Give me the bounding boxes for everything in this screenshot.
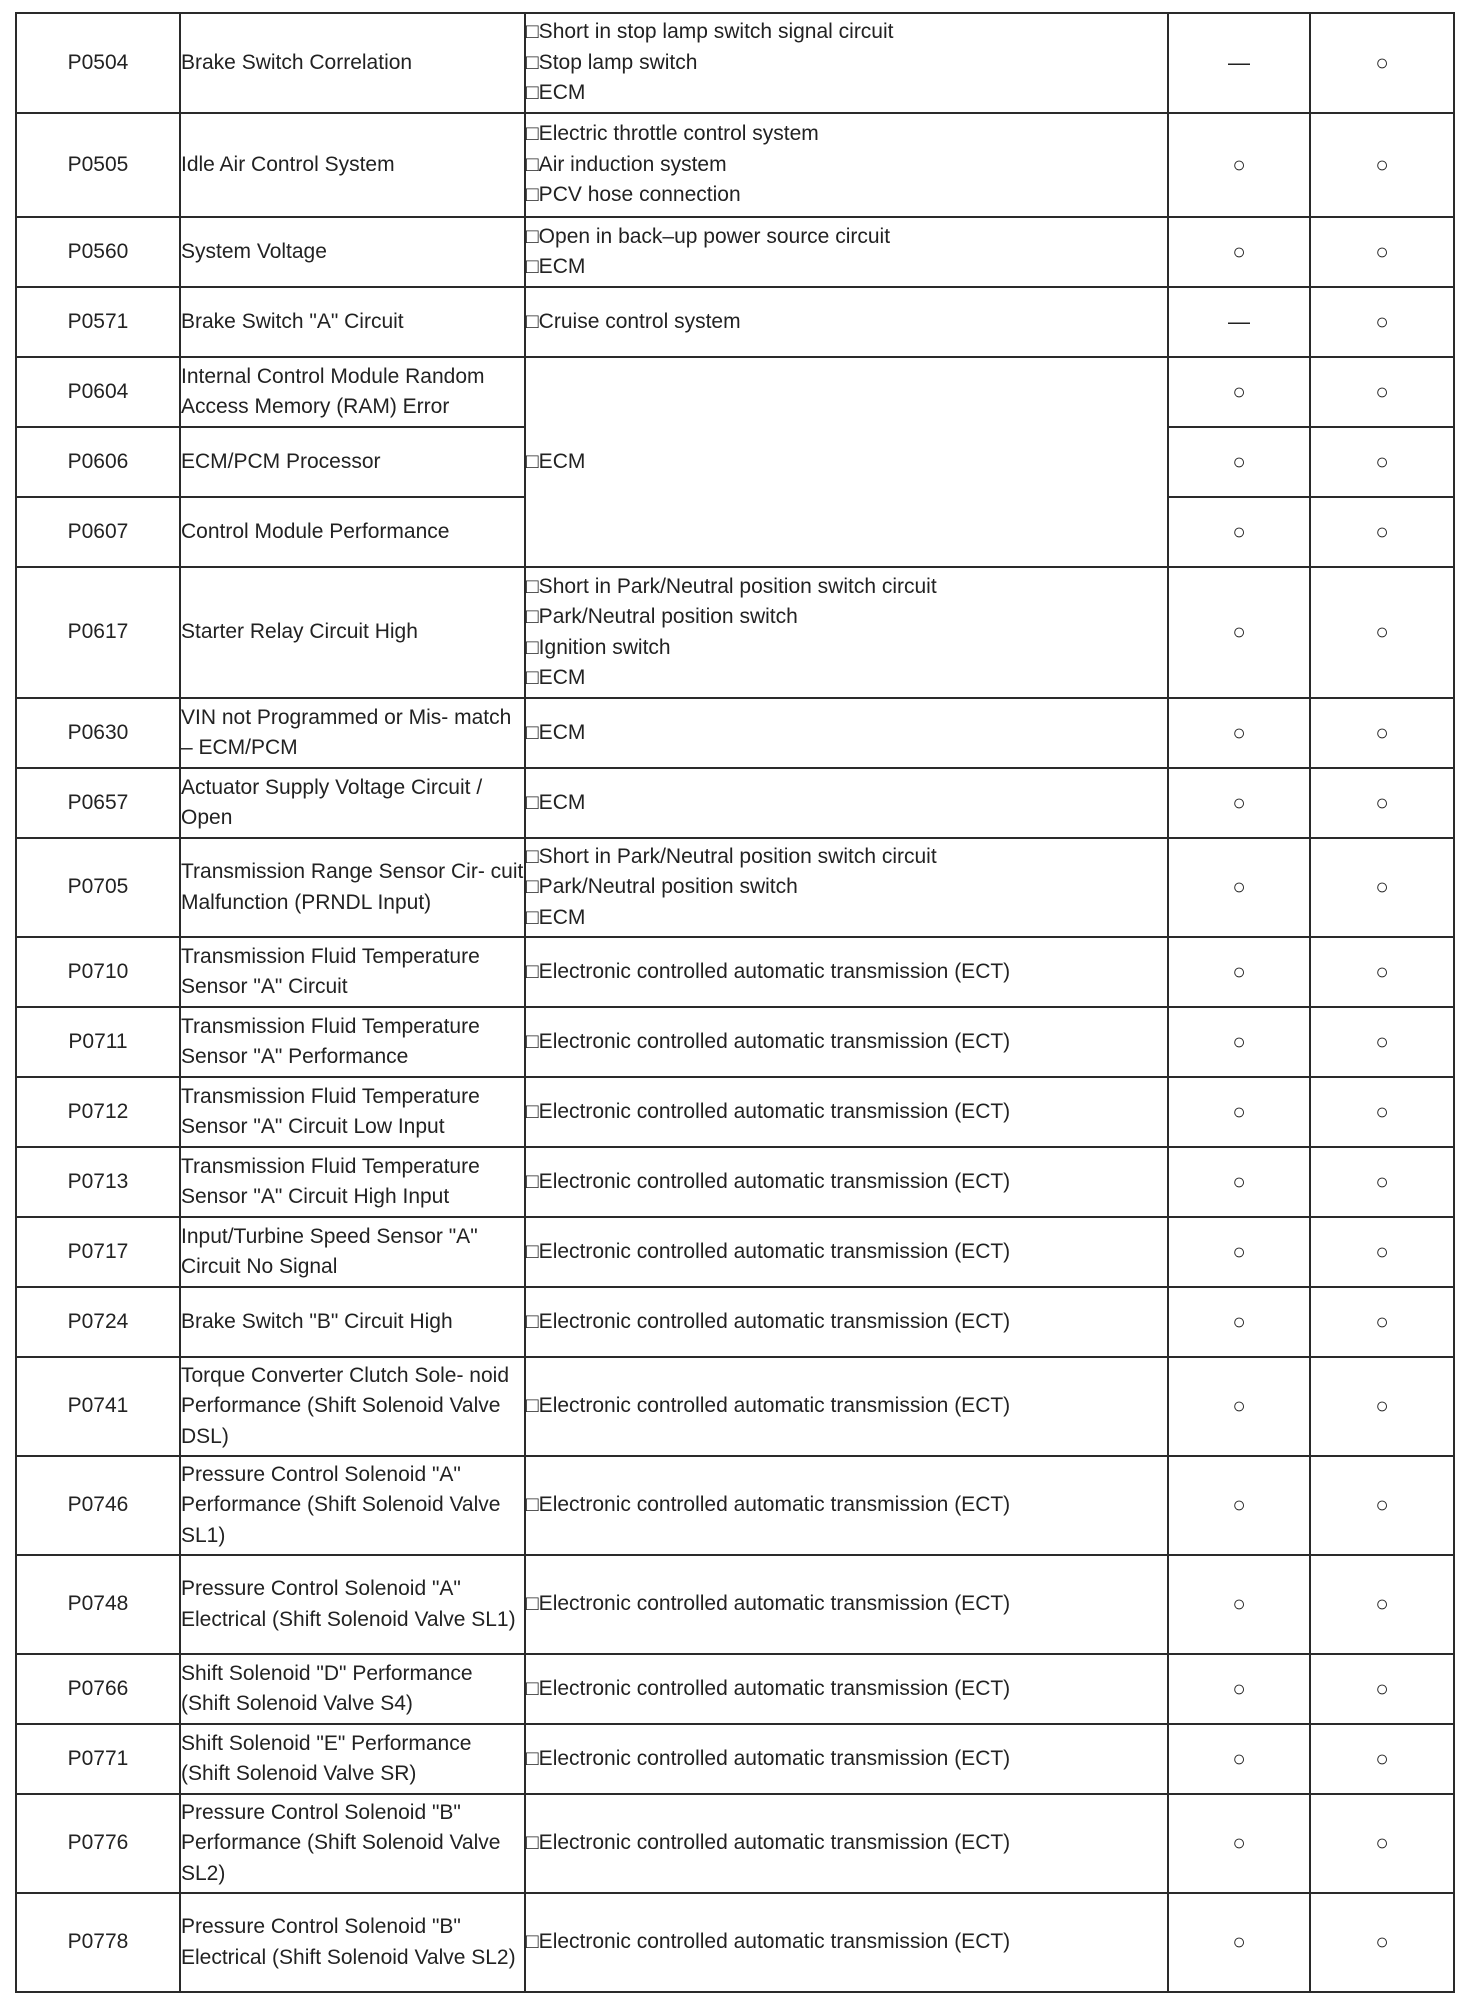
detection-item: Brake Switch "A" Circuit	[180, 287, 525, 357]
trouble-area-item: □Electronic controlled automatic transmission (ECT)	[526, 1676, 1011, 1700]
table-row	[16, 1555, 1454, 1654]
dtc-code: P0771	[16, 1724, 180, 1794]
table-row	[16, 217, 1454, 287]
dtc-table	[15, 12, 1455, 1993]
mil-indicator: ○	[1168, 1724, 1310, 1794]
trouble-area-item: □ECM	[526, 790, 586, 814]
mil-indicator: —	[1168, 287, 1310, 357]
dtc-code: P0724	[16, 1287, 180, 1357]
mil-indicator: ○	[1168, 217, 1310, 287]
trouble-area-item: □Air induction system	[526, 152, 727, 176]
dtc-code: P0712	[16, 1077, 180, 1147]
mil-indicator: ○	[1168, 1217, 1310, 1287]
detection-item: VIN not Programmed or Mis- match – ECM/PCM	[180, 698, 525, 768]
trouble-area-item: □Open in back–up power source circuit	[526, 224, 891, 248]
mil-indicator: ○	[1168, 1147, 1310, 1217]
trouble-area-item: □Electronic controlled automatic transmission (ECT)	[526, 1169, 1011, 1193]
trouble-area-item: □Electronic controlled automatic transmission (ECT)	[526, 1746, 1011, 1770]
mil-indicator: ○	[1168, 838, 1310, 937]
trouble-area	[525, 1077, 1168, 1147]
trouble-area	[525, 1893, 1168, 1992]
mil-indicator: ○	[1168, 768, 1310, 838]
dtc-code: P0504	[16, 13, 180, 113]
memory-indicator: ○	[1310, 1555, 1454, 1654]
trouble-area-item: □Electronic controlled automatic transmission (ECT)	[526, 1309, 1011, 1333]
detection-item: Transmission Fluid Temperature Sensor "A" Performance	[180, 1007, 525, 1077]
mil-indicator: ○	[1168, 1456, 1310, 1555]
mil-indicator: ○	[1168, 1893, 1310, 1992]
dtc-code: P0766	[16, 1654, 180, 1724]
memory-indicator: ○	[1310, 1147, 1454, 1217]
trouble-area-item: □ECM	[526, 666, 586, 689]
dtc-code: P0741	[16, 1357, 180, 1456]
table-row	[16, 357, 1454, 427]
mil-indicator: ○	[1168, 1357, 1310, 1456]
detection-item: Pressure Control Solenoid "A" Performance (Shift Solenoid Valve SL1)	[180, 1456, 525, 1555]
dtc-code: P0711	[16, 1007, 180, 1077]
memory-indicator: ○	[1310, 1287, 1454, 1357]
dtc-code: P0717	[16, 1217, 180, 1287]
trouble-area	[525, 287, 1168, 357]
memory-indicator: ○	[1310, 217, 1454, 287]
trouble-area	[525, 13, 1168, 113]
table-row	[16, 1456, 1454, 1555]
dtc-code: P0560	[16, 217, 180, 287]
trouble-area-item: □Electronic controlled automatic transmission (ECT)	[526, 1930, 1011, 1954]
table-row	[16, 698, 1454, 768]
table-row	[16, 1654, 1454, 1724]
table-row	[16, 937, 1454, 1007]
trouble-area	[525, 1357, 1168, 1456]
detection-item: Starter Relay Circuit High	[180, 567, 525, 698]
memory-indicator: ○	[1310, 698, 1454, 768]
trouble-area-item: □Electronic controlled automatic transmission (ECT)	[526, 1029, 1011, 1053]
trouble-area	[525, 698, 1168, 768]
table-row	[16, 1287, 1454, 1357]
mil-indicator: ○	[1168, 497, 1310, 567]
trouble-area	[525, 567, 1168, 698]
dtc-code: P0571	[16, 287, 180, 357]
table-row	[16, 768, 1454, 838]
memory-indicator: ○	[1310, 1007, 1454, 1077]
memory-indicator: ○	[1310, 1893, 1454, 1992]
trouble-area	[525, 937, 1168, 1007]
memory-indicator: ○	[1310, 838, 1454, 937]
memory-indicator: ○	[1310, 427, 1454, 497]
table-row	[16, 567, 1454, 698]
detection-item: Pressure Control Solenoid "B" Electrical (Shift Solenoid Valve SL2)	[180, 1893, 525, 1992]
memory-indicator: ○	[1310, 287, 1454, 357]
trouble-area-item: □Electronic controlled automatic transmission (ECT)	[526, 1493, 1011, 1517]
trouble-area-item: □Short in stop lamp switch signal circuit	[526, 20, 894, 44]
table-row	[16, 1893, 1454, 1992]
dtc-code: P0606	[16, 427, 180, 497]
memory-indicator: ○	[1310, 768, 1454, 838]
detection-item: System Voltage	[180, 217, 525, 287]
dtc-code: P0657	[16, 768, 180, 838]
memory-indicator: ○	[1310, 113, 1454, 217]
dtc-code: P0748	[16, 1555, 180, 1654]
trouble-area	[525, 1456, 1168, 1555]
trouble-area-item: □Electronic controlled automatic transmission (ECT)	[526, 1831, 1011, 1855]
dtc-table-body	[16, 13, 1454, 1992]
mil-indicator: ○	[1168, 1794, 1310, 1893]
table-row	[16, 1007, 1454, 1077]
dtc-code: P0505	[16, 113, 180, 217]
detection-item: Idle Air Control System	[180, 113, 525, 217]
mil-indicator: ○	[1168, 427, 1310, 497]
detection-item: Brake Switch "B" Circuit High	[180, 1287, 525, 1357]
detection-item: Transmission Fluid Temperature Sensor "A" Circuit Low Input	[180, 1077, 525, 1147]
mil-indicator: ○	[1168, 937, 1310, 1007]
detection-item: Transmission Fluid Temperature Sensor "A" Circuit	[180, 937, 525, 1007]
mil-indicator: ○	[1168, 698, 1310, 768]
trouble-area	[525, 1555, 1168, 1654]
trouble-area	[525, 838, 1168, 937]
trouble-area-item: □Ignition switch	[526, 635, 671, 659]
table-row	[16, 1724, 1454, 1794]
table-row	[16, 1077, 1454, 1147]
detection-item: Pressure Control Solenoid "B" Performance (Shift Solenoid Valve SL2)	[180, 1794, 525, 1893]
trouble-area-item: □ECM	[526, 905, 586, 929]
detection-item: Transmission Range Sensor Cir- cuit Malfunction (PRNDL Input)	[180, 838, 525, 937]
detection-item: ECM/PCM Processor	[180, 427, 525, 497]
detection-item: Torque Converter Clutch Sole- noid Performance (Shift Solenoid Valve DSL)	[180, 1357, 525, 1456]
memory-indicator: ○	[1310, 937, 1454, 1007]
trouble-area	[525, 1794, 1168, 1893]
trouble-area-item: □Electronic controlled automatic transmission (ECT)	[526, 1239, 1011, 1263]
trouble-area	[525, 1724, 1168, 1794]
table-row	[16, 838, 1454, 937]
trouble-area-item: □Electric throttle control system	[526, 122, 819, 146]
memory-indicator: ○	[1310, 1077, 1454, 1147]
detection-item: Shift Solenoid "D" Performance (Shift Solenoid Valve S4)	[180, 1654, 525, 1724]
trouble-area-item: □Park/Neutral position switch	[526, 875, 798, 899]
trouble-area	[525, 357, 1168, 567]
trouble-area-item: □Short in Park/Neutral position switch circuit	[526, 844, 937, 868]
dtc-code: P0710	[16, 937, 180, 1007]
table-row	[16, 287, 1454, 357]
trouble-area	[525, 1654, 1168, 1724]
trouble-area-item: □Park/Neutral position switch	[526, 605, 798, 628]
table-row	[16, 1357, 1454, 1456]
memory-indicator: ○	[1310, 567, 1454, 698]
memory-indicator: ○	[1310, 1794, 1454, 1893]
memory-indicator: ○	[1310, 497, 1454, 567]
mil-indicator: ○	[1168, 1077, 1310, 1147]
table-row	[16, 13, 1454, 113]
detection-item: Pressure Control Solenoid "A" Electrical (Shift Solenoid Valve SL1)	[180, 1555, 525, 1654]
memory-indicator: ○	[1310, 357, 1454, 427]
trouble-area	[525, 1217, 1168, 1287]
trouble-area	[525, 1007, 1168, 1077]
memory-indicator: ○	[1310, 1654, 1454, 1724]
trouble-area-item: □ECM	[526, 255, 586, 278]
dtc-code: P0713	[16, 1147, 180, 1217]
trouble-area-item: □PCV hose connection	[526, 183, 741, 207]
memory-indicator: ○	[1310, 13, 1454, 113]
trouble-area-item: □Electronic controlled automatic transmission (ECT)	[526, 1099, 1011, 1123]
dtc-code: P0617	[16, 567, 180, 698]
table-row	[16, 1147, 1454, 1217]
detection-item: Control Module Performance	[180, 497, 525, 567]
memory-indicator: ○	[1310, 1357, 1454, 1456]
dtc-code: P0630	[16, 698, 180, 768]
trouble-area-item: □Short in Park/Neutral position switch circuit	[526, 574, 937, 598]
trouble-area-item: □ECM	[526, 81, 586, 105]
dtc-code: P0776	[16, 1794, 180, 1893]
detection-item: Brake Switch Correlation	[180, 13, 525, 113]
trouble-area	[525, 113, 1168, 217]
trouble-area	[525, 1147, 1168, 1217]
table-row	[16, 113, 1454, 217]
dtc-code: P0778	[16, 1893, 180, 1992]
mil-indicator: ○	[1168, 113, 1310, 217]
trouble-area-item: □ECM	[526, 720, 586, 744]
mil-indicator: ○	[1168, 1654, 1310, 1724]
mil-indicator: ○	[1168, 1007, 1310, 1077]
mil-indicator: ○	[1168, 567, 1310, 698]
dtc-code: P0705	[16, 838, 180, 937]
mil-indicator: ○	[1168, 1555, 1310, 1654]
memory-indicator: ○	[1310, 1456, 1454, 1555]
memory-indicator: ○	[1310, 1724, 1454, 1794]
memory-indicator: ○	[1310, 1217, 1454, 1287]
detection-item: Actuator Supply Voltage Circuit / Open	[180, 768, 525, 838]
trouble-area-item: □Electronic controlled automatic transmission (ECT)	[526, 959, 1011, 983]
trouble-area	[525, 1287, 1168, 1357]
dtc-code: P0746	[16, 1456, 180, 1555]
trouble-area-item: □Cruise control system	[526, 309, 741, 333]
trouble-area	[525, 217, 1168, 287]
trouble-area-item: □ECM	[526, 449, 586, 473]
trouble-area	[525, 768, 1168, 838]
mil-indicator: ○	[1168, 1287, 1310, 1357]
trouble-area-item: □Electronic controlled automatic transmission (ECT)	[526, 1394, 1011, 1418]
mil-indicator: —	[1168, 13, 1310, 113]
detection-item: Transmission Fluid Temperature Sensor "A" Circuit High Input	[180, 1147, 525, 1217]
dtc-code: P0607	[16, 497, 180, 567]
mil-indicator: ○	[1168, 357, 1310, 427]
detection-item: Input/Turbine Speed Sensor "A" Circuit No Signal	[180, 1217, 525, 1287]
table-row	[16, 1794, 1454, 1893]
dtc-code: P0604	[16, 357, 180, 427]
trouble-area-item: □Electronic controlled automatic transmission (ECT)	[526, 1592, 1011, 1616]
detection-item: Internal Control Module Random Access Memory (RAM) Error	[180, 357, 525, 427]
detection-item: Shift Solenoid "E" Performance (Shift Solenoid Valve SR)	[180, 1724, 525, 1794]
trouble-area-item: □Stop lamp switch	[526, 50, 698, 74]
table-row	[16, 1217, 1454, 1287]
